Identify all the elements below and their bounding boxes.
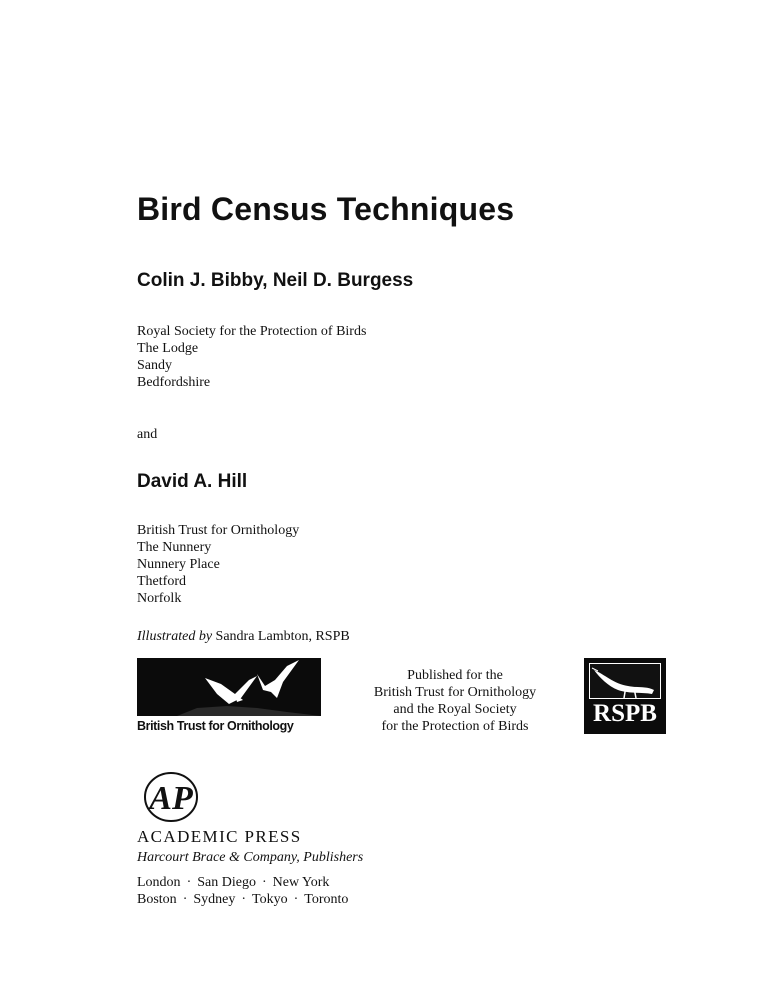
avocet-bird-icon: [589, 663, 661, 699]
rspb-logo-text: RSPB: [593, 700, 657, 727]
city: San Diego: [197, 875, 256, 890]
separator: ·: [241, 892, 247, 907]
cities-line: [137, 891, 348, 908]
city: New York: [272, 875, 330, 890]
academic-press-monogram-icon: [141, 771, 201, 823]
publisher-cities: [137, 874, 348, 908]
bto-logo-text: British Trust for Ornithology: [137, 719, 294, 733]
illustrator-name: Sandra Lambton, RSPB: [215, 629, 350, 644]
published-line: for the Protection of Birds: [381, 719, 529, 734]
address-line: Thetford: [137, 574, 186, 589]
cities-line: [137, 874, 348, 891]
published-for: [340, 667, 570, 735]
bto-logo: [137, 658, 321, 734]
address-line: Bedfordshire: [137, 375, 211, 390]
rspb-logo: [584, 658, 666, 734]
address-line: British Trust for Ornithology: [137, 523, 300, 538]
published-line: British Trust for Ornithology: [373, 685, 537, 700]
book-title: Bird Census Techniques: [137, 191, 515, 227]
rspb-address: [137, 323, 366, 391]
city: Tokyo: [252, 892, 288, 907]
illustrator-credit: [137, 628, 350, 645]
separator: ·: [186, 875, 192, 890]
city: Toronto: [304, 892, 349, 907]
address-line: The Lodge: [137, 341, 199, 356]
primary-authors: Colin J. Bibby, Neil D. Burgess: [137, 270, 414, 291]
address-line: Royal Society for the Protection of Birds: [137, 324, 367, 339]
city: London: [137, 875, 181, 890]
address-line: Sandy: [137, 358, 172, 373]
publisher-imprint: Harcourt Brace & Company, Publishers: [137, 850, 364, 865]
published-line: Published for the: [407, 668, 503, 683]
ap-logo-text: AP: [149, 780, 193, 817]
conjunction-text: and: [137, 427, 158, 442]
separator: ·: [293, 892, 299, 907]
birds-in-flight-icon: [137, 658, 321, 716]
city: Sydney: [193, 892, 236, 907]
separator: ·: [182, 892, 188, 907]
separator: ·: [261, 875, 267, 890]
published-line: and the Royal Society: [393, 702, 517, 717]
secondary-author: David A. Hill: [137, 471, 248, 492]
city: Boston: [137, 892, 177, 907]
address-line: Nunnery Place: [137, 557, 220, 572]
bto-address: [137, 522, 299, 607]
publisher-name: ACADEMIC PRESS: [137, 827, 302, 846]
address-line: Norfolk: [137, 591, 182, 606]
illustrator-prefix: Illustrated by: [137, 629, 213, 644]
address-line: The Nunnery: [137, 540, 212, 555]
